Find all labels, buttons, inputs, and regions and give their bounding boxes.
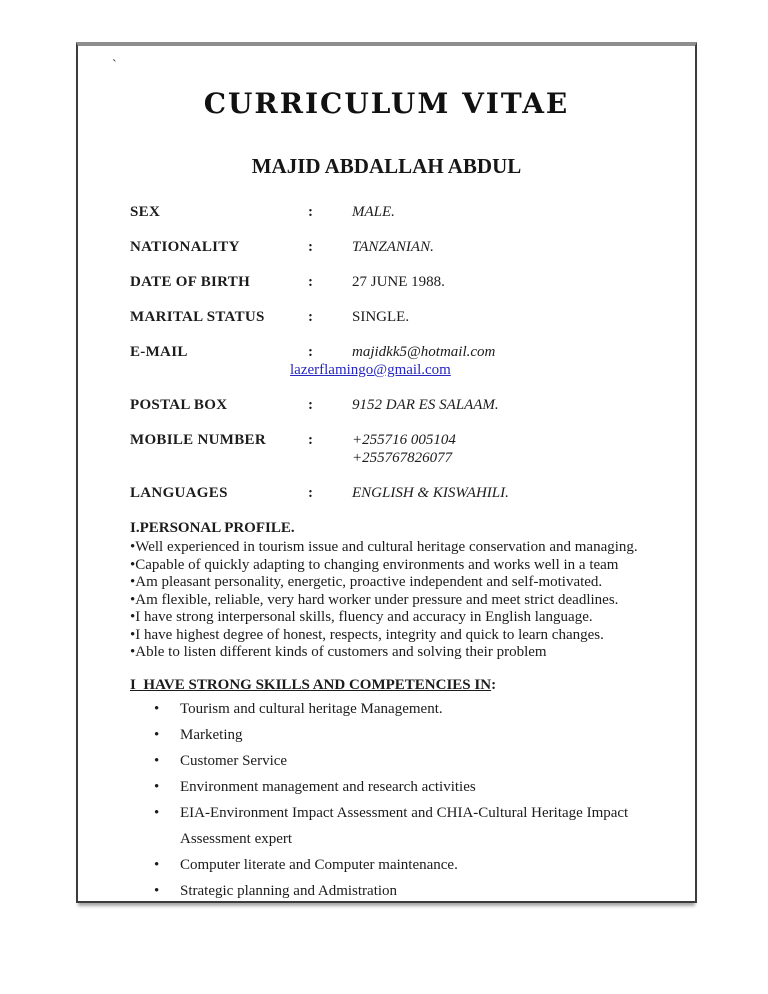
- profile-bullet-text: I have highest degree of honest, respects, integrity and quick to learn changes.: [135, 626, 604, 643]
- skill-item: [130, 748, 681, 774]
- bullet-icon: •: [130, 591, 136, 608]
- detail-colon: :: [308, 344, 313, 360]
- detail-row: [130, 203, 681, 221]
- profile-bullet-item: [130, 592, 691, 610]
- bullet-icon: •: [130, 556, 136, 573]
- skill-item: [130, 722, 681, 748]
- detail-label: LANGUAGES: [130, 485, 228, 501]
- cv-page: [76, 42, 697, 903]
- detail-colon: :: [308, 309, 313, 325]
- detail-row: [130, 431, 681, 467]
- detail-label: SEX: [130, 204, 161, 220]
- detail-colon: :: [308, 432, 313, 448]
- detail-label: MOBILE NUMBER: [130, 432, 266, 448]
- detail-value: [352, 273, 681, 291]
- detail-value-line: TANZANIAN.: [352, 239, 434, 255]
- profile-bullet-item: [130, 609, 691, 627]
- detail-label: NATIONALITY: [130, 239, 240, 255]
- detail-label: DATE OF BIRTH: [130, 274, 251, 290]
- stray-mark: `: [112, 58, 117, 73]
- detail-value-line: +255767826077: [352, 450, 453, 466]
- bullet-icon: •: [130, 539, 136, 555]
- detail-colon: :: [308, 274, 313, 290]
- skills-list: [130, 696, 681, 904]
- bullet-icon: •: [154, 726, 160, 743]
- skill-item: [130, 696, 681, 722]
- skill-item: [130, 800, 681, 852]
- bullet-icon: •: [154, 804, 160, 821]
- detail-value-line: ENGLISH & KISWAHILI.: [352, 485, 509, 501]
- profile-bullet-text: Able to listen different kinds of customers and solving their problem: [135, 644, 547, 660]
- bullet-icon: •: [154, 700, 160, 717]
- gmail-link[interactable]: lazerflamingo@gmail.com: [290, 362, 451, 378]
- profile-bullet-item: [130, 557, 691, 575]
- skill-text: Tourism and cultural heritage Management.: [180, 700, 443, 717]
- profile-heading: I.PERSONAL PROFILE.: [130, 520, 295, 536]
- skills-heading-text: I HAVE STRONG SKILLS AND COMPETENCIES IN: [130, 676, 492, 693]
- detail-label: E-MAIL: [130, 344, 188, 360]
- skills-heading-colon: :: [491, 676, 497, 693]
- bullet-icon: •: [130, 609, 136, 625]
- skill-text: Customer Service: [180, 752, 288, 769]
- detail-row: [130, 273, 681, 291]
- profile-bullet-text: Am flexible, reliable, very hard worker under pressure and meet strict deadlines.: [135, 591, 619, 608]
- detail-value-line: majidkk5@hotmail.com: [352, 344, 496, 360]
- profile-bullet-text: Capable of quickly adapting to changing environments and works well in a team: [135, 556, 619, 573]
- detail-value: [352, 308, 681, 326]
- bullet-icon: •: [130, 626, 136, 643]
- detail-colon: :: [308, 204, 313, 220]
- detail-row: [130, 396, 681, 414]
- detail-row: [130, 343, 681, 379]
- profile-bullet-item: [130, 539, 691, 557]
- detail-value-line: SINGLE.: [352, 309, 410, 325]
- bullet-icon: •: [154, 752, 160, 769]
- skill-item: [130, 774, 681, 800]
- detail-value: [352, 396, 681, 414]
- detail-value-line: 27 JUNE 1988.: [352, 274, 445, 290]
- detail-row: [130, 484, 681, 502]
- skill-item: [130, 878, 681, 904]
- detail-colon: :: [308, 239, 313, 255]
- skill-text: EIA-Environment Impact Assessment and CHIA-Cultural Heritage Impact Assessment expert: [180, 804, 629, 847]
- detail-value: [352, 484, 681, 502]
- profile-list: [130, 539, 691, 662]
- detail-label: MARITAL STATUS: [130, 309, 265, 325]
- cv-title: CURRICULUM VITAE: [203, 87, 570, 120]
- skill-item: [130, 852, 681, 878]
- profile-bullet-text: I have strong interpersonal skills, fluency and accuracy in English language.: [135, 609, 593, 625]
- detail-colon: :: [308, 397, 313, 413]
- person-name: MAJID ABDALLAH ABDUL: [251, 154, 522, 178]
- bullet-icon: •: [154, 856, 160, 873]
- detail-value: [352, 431, 681, 467]
- profile-bullet-text: Am pleasant personality, energetic, proactive independent and self-motivated.: [135, 574, 603, 590]
- details-table: [130, 203, 681, 502]
- profile-bullet-item: [130, 627, 691, 645]
- detail-colon: :: [308, 485, 313, 501]
- bullet-icon: •: [154, 882, 160, 899]
- profile-bullet-text: Well experienced in tourism issue and cultural heritage conservation and managing.: [135, 539, 638, 555]
- bullet-icon: •: [154, 778, 160, 795]
- bullet-icon: •: [130, 574, 136, 590]
- detail-row: [130, 238, 681, 256]
- detail-value: [352, 203, 681, 221]
- detail-value-line: 9152 DAR ES SALAAM.: [352, 397, 499, 413]
- detail-value: [290, 343, 681, 379]
- skills-heading: [130, 676, 681, 694]
- skill-text: Strategic planning and Admistration: [180, 882, 398, 899]
- detail-value-line: MALE.: [352, 204, 395, 220]
- detail-row: [130, 308, 681, 326]
- skill-text: Computer literate and Computer maintenance.: [180, 856, 458, 873]
- skill-text: Marketing: [180, 726, 243, 743]
- detail-label: POSTAL BOX: [130, 397, 228, 413]
- skill-text: Environment management and research activities: [180, 778, 476, 795]
- profile-bullet-item: [130, 644, 691, 662]
- profile-bullet-item: [130, 574, 691, 592]
- bullet-icon: •: [130, 644, 136, 660]
- detail-value: [352, 238, 681, 256]
- detail-value-line: +255716 005104: [352, 432, 456, 448]
